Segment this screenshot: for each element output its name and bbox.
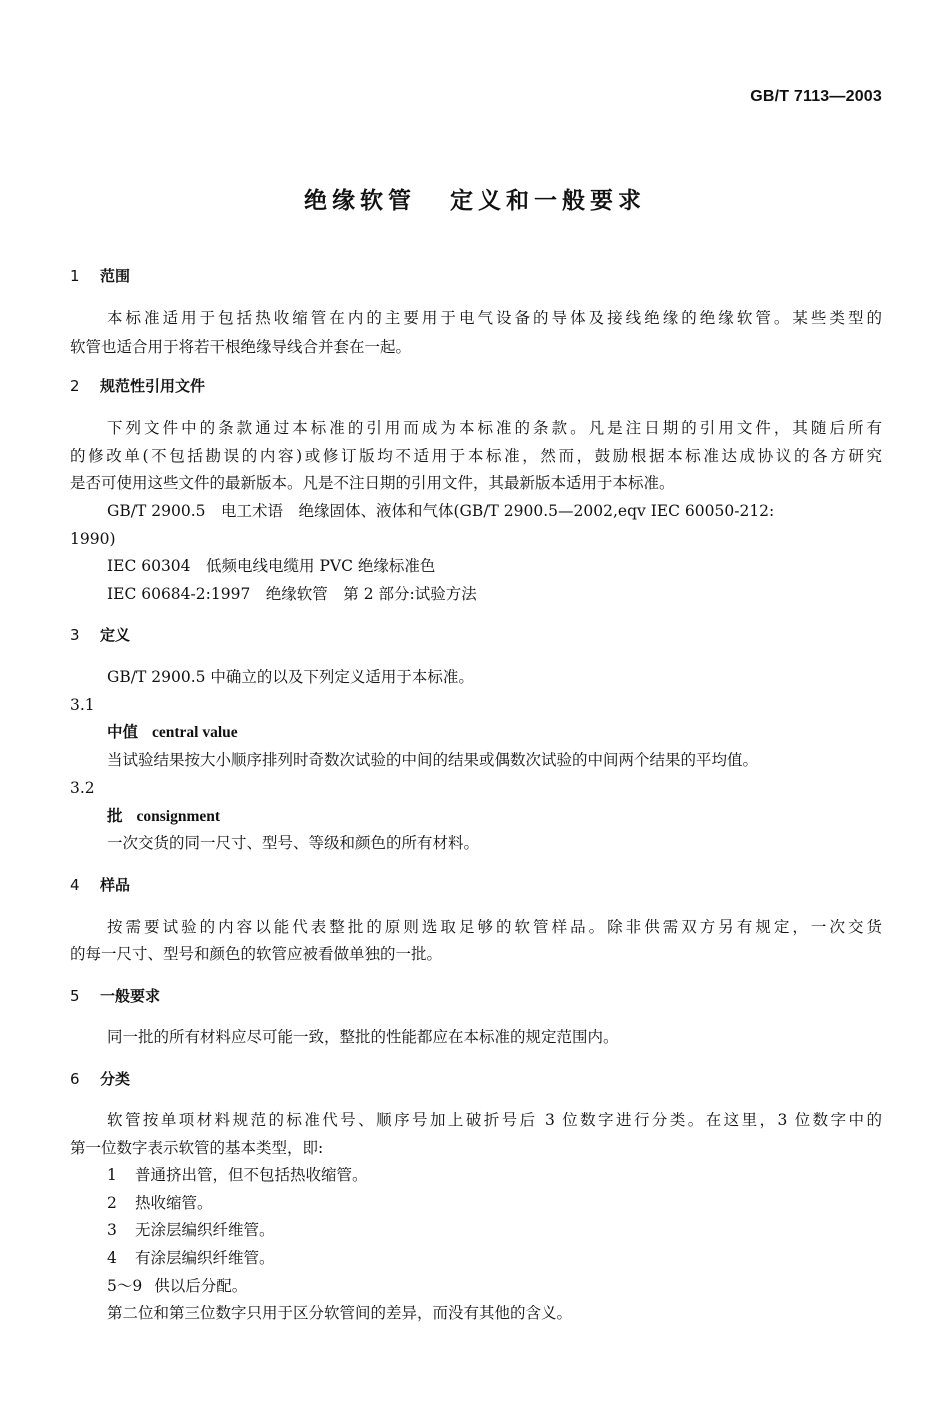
paragraph-line: 软管也适合用于将若干根绝缘导线合并套在一起。 [70, 338, 412, 356]
title-left: 绝缘软管 [304, 188, 416, 214]
paragraph-line: GB/T 2900.5 中确立的以及下列定义适用于本标准。 [107, 668, 474, 686]
section-heading-scope: 1 范围 [70, 267, 131, 285]
reference-line: IEC 60684-2:1997 绝缘软管 第 2 部分:试验方法 [107, 585, 477, 603]
definition-text: 一次交货的同一尺寸、型号、等级和颜色的所有材料。 [107, 834, 480, 852]
reference-line: 1990) [70, 530, 116, 548]
clause-number: 3.2 [70, 779, 95, 797]
paragraph-line: 按需要试验的内容以能代表整批的原则选取足够的软管样品。除非供需双方另有规定，一次交货 [107, 918, 882, 936]
section-heading-references: 2 规范性引用文件 [70, 377, 206, 395]
standard-code: GB/T 7113—2003 [750, 88, 882, 105]
section-heading-definitions: 3 定义 [70, 626, 131, 644]
paragraph-line: 第一位数字表示软管的基本类型，即: [70, 1139, 324, 1157]
list-item: 3 无涂层编织纤维管。 [107, 1221, 275, 1239]
page-title [0, 182, 950, 215]
definition-text: 当试验结果按大小顺序排列时奇数次试验的中间的结果或偶数次试验的中间两个结果的平均值。 [107, 751, 759, 769]
list-item: 2 热收缩管。 [107, 1194, 213, 1212]
section-heading-general: 5 一般要求 [70, 987, 161, 1005]
section-heading-samples: 4 样品 [70, 876, 131, 894]
term-central-value: 中值 central value [107, 722, 238, 741]
title-right: 定义和一般要求 [450, 188, 646, 214]
paragraph-line: 同一批的所有材料应尽可能一致，整批的性能都应在本标准的规定范围内。 [107, 1028, 619, 1046]
paragraph-line: 下列文件中的条款通过本标准的引用而成为本标准的条款。凡是注日期的引用文件，其随后所有 [107, 419, 882, 437]
paragraph-line: 的修改单(不包括勘误的内容)或修订版均不适用于本标准，然而，鼓励根据本标准达成协议的各方研究 [70, 447, 882, 465]
list-item: 1 普通挤出管，但不包括热收缩管。 [107, 1166, 368, 1184]
paragraph-line: 本标准适用于包括热收缩管在内的主要用于电气设备的导体及接线绝缘的绝缘软管。某些类型的 [107, 309, 882, 327]
list-item: 4 有涂层编织纤维管。 [107, 1249, 275, 1267]
reference-line: GB/T 2900.5 电工术语 绝缘固体、液体和气体(GB/T 2900.5—2002,eqv IEC 60050-212: [107, 502, 775, 520]
section-heading-classification: 6 分类 [70, 1070, 131, 1088]
paragraph-line: 的每一尺寸、型号和颜色的软管应被看做单独的一批。 [70, 945, 443, 963]
clause-number: 3.1 [70, 696, 95, 714]
paragraph-line: 第二位和第三位数字只用于区分软管间的差异，而没有其他的含义。 [107, 1304, 573, 1322]
list-item: 5～9 供以后分配。 [107, 1277, 248, 1295]
paragraph-line: 是否可使用这些文件的最新版本。凡是不注日期的引用文件，其最新版本适用于本标准。 [70, 474, 675, 492]
reference-line: IEC 60304 低频电线电缆用 PVC 绝缘标准色 [107, 557, 436, 575]
term-consignment: 批 consignment [107, 806, 221, 825]
paragraph-line: 软管按单项材料规范的标准代号、顺序号加上破折号后 3 位数字进行分类。在这里，3 位数字中的 [107, 1111, 882, 1129]
